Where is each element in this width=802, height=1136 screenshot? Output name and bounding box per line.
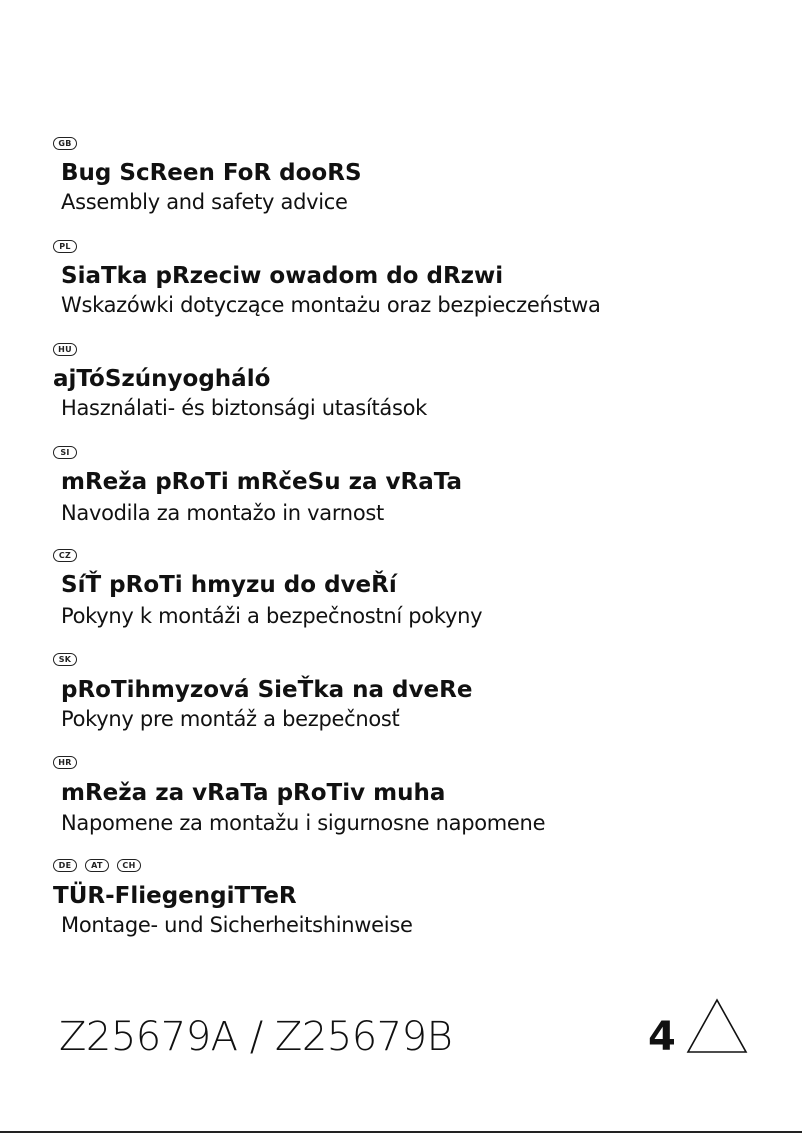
country-badges xyxy=(53,240,77,253)
country-badge-cz: CZ xyxy=(53,549,77,562)
product-subtitle-gb: Assembly and safety advice xyxy=(61,190,348,214)
country-badges xyxy=(53,549,77,562)
product-title-hr: mReža za vRaTa pRoTiv muha xyxy=(61,780,446,806)
country-badge-si: SI xyxy=(53,446,77,459)
product-subtitle-cz: Pokyny k montáži a bezpečnostní pokyny xyxy=(61,604,483,628)
product-title-hu: ajTóSzúnyogháló xyxy=(53,366,271,392)
product-title-sk: pRoTihmyzová SieŤka na dveRe xyxy=(61,677,473,703)
country-badge-gb: GB xyxy=(53,137,77,150)
product-title-de: TÜR-FliegengiTTeR xyxy=(53,883,297,909)
product-title-cz: SíŤ pRoTi hmyzu do dveŘí xyxy=(61,572,397,598)
product-title-gb: Bug ScReen FoR dooRS xyxy=(61,160,362,186)
country-badges xyxy=(53,756,77,769)
page-number: 4 xyxy=(648,1014,676,1060)
product-subtitle-pl: Wskazówki dotyczące montażu oraz bezpieczeństwa xyxy=(61,293,601,317)
product-title-si: mReža pRoTi mRčeSu za vRaTa xyxy=(61,469,462,495)
country-badge-hu: HU xyxy=(53,343,77,356)
product-subtitle-si: Navodila za montažo in varnost xyxy=(61,501,384,525)
country-badges xyxy=(53,137,77,150)
product-title-pl: SiaTka pRzeciw owadom do dRzwi xyxy=(61,263,504,289)
country-badges xyxy=(53,343,77,356)
country-badge-ch: CH xyxy=(117,859,141,872)
country-badge-at: AT xyxy=(85,859,109,872)
country-badges xyxy=(53,859,141,872)
model-number: Z25679A / Z25679B xyxy=(59,1014,453,1060)
country-badge-hr: HR xyxy=(53,756,77,769)
country-badges xyxy=(53,653,77,666)
country-badge-de: DE xyxy=(53,859,77,872)
product-subtitle-de: Montage- und Sicherheitshinweise xyxy=(61,913,413,937)
product-subtitle-hu: Használati- és biztonsági utasítások xyxy=(61,396,428,420)
page-bottom-rule xyxy=(0,1131,802,1133)
country-badge-pl: PL xyxy=(53,240,77,253)
country-badge-sk: SK xyxy=(53,653,77,666)
triangle-icon xyxy=(684,996,750,1056)
product-subtitle-hr: Napomene za montažu i sigurnosne napomene xyxy=(61,811,546,835)
product-subtitle-sk: Pokyny pre montáž a bezpečnosť xyxy=(61,707,400,731)
country-badges xyxy=(53,446,77,459)
